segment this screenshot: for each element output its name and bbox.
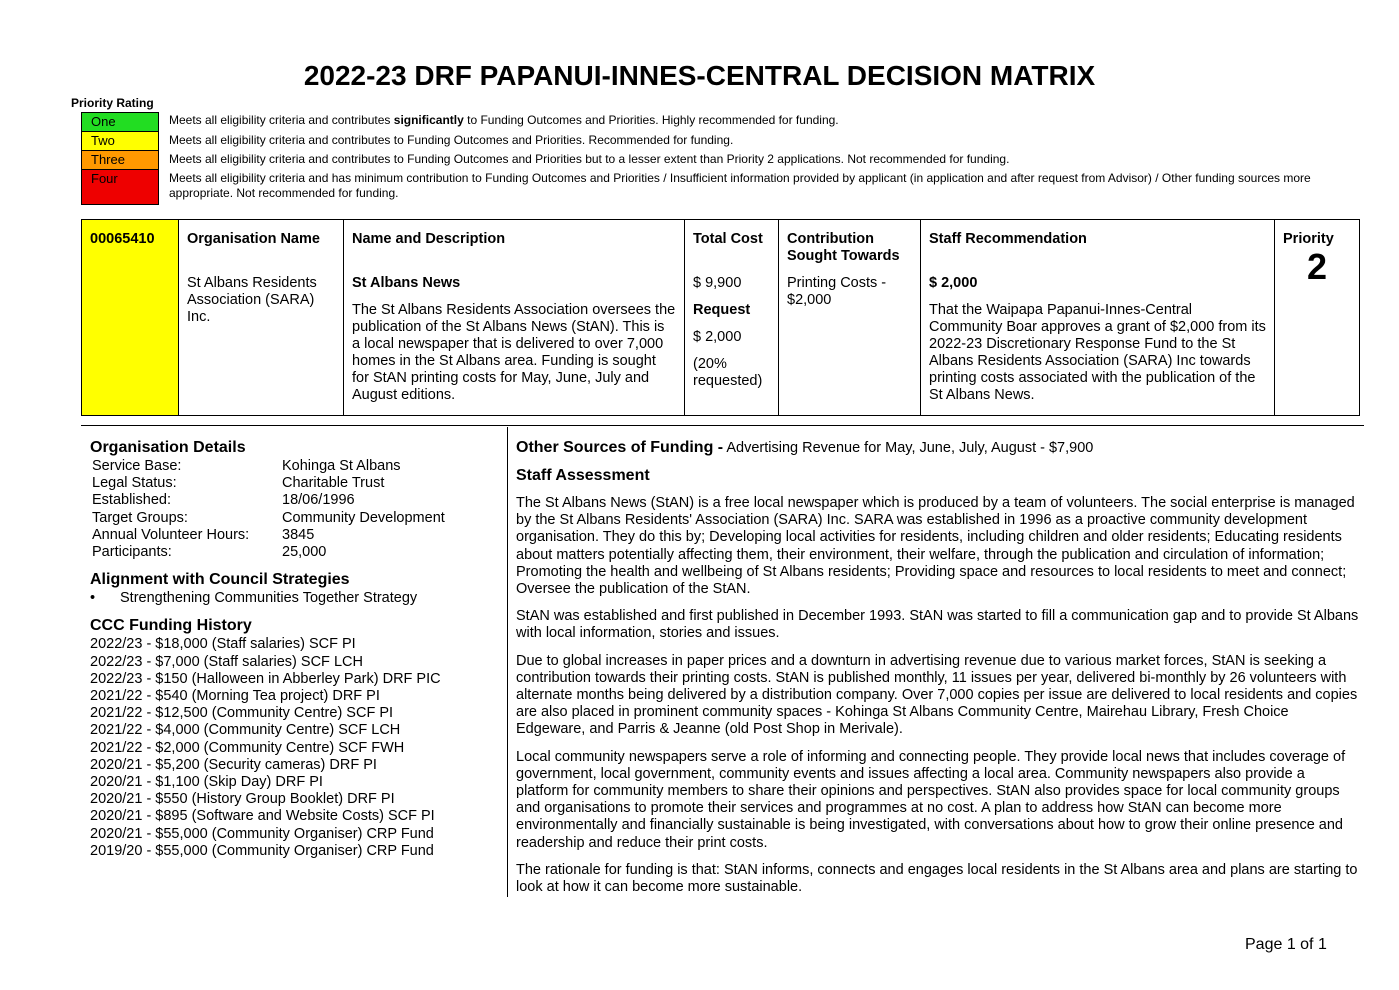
priority-row-one [81, 112, 1321, 132]
detail-label: Service Base: [92, 458, 182, 474]
assessment-paragraph: The St Albans News (StAN) is a free local newspaper which is produced by a team of volunteers. The social enterprise is managed by the St Albans Residents' Association (SARA) Inc. SARA was established in 1996 as a proactive community development organisation. They do this by; Developing local activities for residents, including children and older residents; Educating residents about matters potentially affecting them, their environment, their welfare, through the publication and circulation of information; Promoting the health and wellbeing of St Albans residents; Providing space and resources to local residents to meet and connect; Oversee the publication of the StAN. [516, 495, 1355, 598]
list-item: 2022/23 - $150 (Halloween in Abberley Park) DRF PIC [90, 670, 441, 687]
priority-text-three: Meets all eligibility criteria and contributes to Funding Outcomes and Priorities but to a lesser extent than Priority 2 applications. Not recommended for funding. [169, 152, 1010, 166]
list-item: 2021/22 - $4,000 (Community Centre) SCF LCH [90, 722, 401, 739]
list-item: 2020/21 - $895 (Software and Website Costs) SCF PI [90, 808, 435, 825]
section-divider-horizontal [81, 425, 1364, 426]
other-funding-heading: Other Sources of Funding - [516, 439, 724, 456]
alignment-item: • Strengthening Communities Together Strategy [90, 590, 500, 607]
assessment-paragraph: Local community newspapers serve a role of informing and connecting people. They provide local news that includes coverage of government, local government, community events and issues affecting a local area. Community newspapers also provide a platform for community members to share their opinions and perspectives. StAN also provides space for local community groups and organisations to promote their services and programmes at no cost. A plan to address how StAN can become more environmentally and financially sustainable is being investigated, with conversations about how to grow their online presence and readership and reduce their print costs. [516, 748, 1346, 851]
right-column [516, 438, 1361, 906]
organisation-name: St Albans Residents Association (SARA) Inc. [187, 275, 317, 325]
staff-recommendation-header: Staff Recommendation [929, 231, 1087, 247]
priority-swatch-two: Two [81, 132, 159, 151]
detail-value: Community Development [282, 509, 445, 526]
contribution-header: Contribution Sought Towards [787, 231, 900, 264]
assessment-paragraph: The rationale for funding is that: StAN informs, connects and engages local residents in the St Albans area and plans are starting to look at how it can become more sustainable. [516, 861, 1358, 896]
detail-label: Annual Volunteer Hours: [92, 526, 250, 543]
staff-assessment-heading: Staff Assessment [516, 467, 650, 484]
staff-recommendation-cell [921, 220, 1275, 415]
funding-history-list [90, 636, 500, 860]
list-item: 2021/22 - $12,500 (Community Centre) SCF PI [90, 705, 394, 722]
detail-label: Legal Status: [92, 475, 177, 492]
list-item: 2020/21 - $55,000 (Community Organiser) CRP Fund [90, 825, 434, 842]
priority-swatch-one: One [81, 112, 159, 132]
contribution-cell [779, 220, 921, 415]
detail-label: Established: [92, 492, 171, 509]
detail-label: Participants: [92, 544, 172, 561]
decision-matrix [81, 219, 1360, 416]
organisation-details-heading: Organisation Details [90, 439, 246, 456]
project-name: St Albans News [352, 275, 461, 291]
detail-value: 18/06/1996 [282, 492, 355, 509]
list-item: 2020/21 - $1,100 (Skip Day) DRF PI [90, 774, 323, 791]
list-item: 2022/23 - $18,000 (Staff salaries) SCF PI [90, 636, 356, 653]
page-title: 2022-23 DRF PAPANUI-INNES-CENTRAL DECISION MATRIX [303, 60, 1096, 91]
application-id-cell [82, 220, 179, 415]
description-header: Name and Description [352, 231, 506, 247]
funding-history-heading: CCC Funding History [90, 617, 252, 635]
priority-text-four: Meets all eligibility criteria and has minimum contribution to Funding Outcomes and Priorities / Insufficient information provided by applicant (in application and after request from Advisor) / Other funding sources more appropriate. Not recommended for funding. [169, 171, 1311, 200]
list-item: 2021/22 - $2,000 (Community Centre) SCF FWH [90, 739, 405, 756]
priority-swatch-three: Three [81, 151, 159, 170]
organisation-details [90, 458, 500, 561]
staff-recommendation-amount: $ 2,000 [929, 275, 978, 291]
other-funding-text: Advertising Revenue for May, June, July, August - $7,900 [726, 440, 1094, 456]
cost-header: Total Cost [693, 231, 763, 247]
detail-value: Kohinga St Albans [282, 458, 401, 474]
request-percentage: (20% requested) [693, 356, 763, 389]
section-divider-vertical [507, 427, 508, 897]
assessment-paragraph: StAN was established and first published in December 1993. StAN was started to fill a communication gap and to provide St Albans with local information, stories and issues. [516, 608, 1359, 642]
left-column [90, 438, 500, 860]
list-item: 2020/21 - $5,200 (Security cameras) DRF PI [90, 756, 377, 773]
priority-text-one: Meets all eligibility criteria and contributes significantly to Funding Outcomes and Priorities. Highly recommended for funding. [169, 113, 839, 127]
list-item: 2022/23 - $7,000 (Staff salaries) SCF LCH [90, 653, 363, 670]
request-amount: $ 2,000 [693, 329, 742, 345]
application-id: 00065410 [90, 231, 155, 247]
priority-row-three [81, 151, 1321, 170]
cost-cell [685, 220, 779, 415]
total-cost: $ 9,900 [693, 275, 742, 291]
contribution-value: Printing Costs - $2,000 [787, 275, 887, 308]
list-item: 2019/20 - $55,000 (Community Organiser) CRP Fund [90, 842, 434, 859]
detail-value: 3845 [282, 526, 315, 543]
other-funding [516, 438, 1361, 458]
priority-row-two [81, 132, 1321, 151]
staff-recommendation-text: That the Waipapa Papanui-Innes-Central Community Boar approves a grant of $2,000 from its 2022-23 Discretionary Response Fund to the St Albans Residents Association (SARA) Inc towards printing costs associated with the publication of the St Albans News. [929, 302, 1266, 403]
detail-label: Target Groups: [92, 509, 188, 526]
priority-text-two: Meets all eligibility criteria and contributes to Funding Outcomes and Priorities. Recommended for funding. [169, 133, 734, 147]
priority-value: 2 [1306, 246, 1328, 287]
alignment-heading: Alignment with Council Strategies [90, 571, 350, 589]
organisation-header: Organisation Name [187, 231, 320, 247]
assessment-paragraph: Due to global increases in paper prices and a downturn in advertising revenue due to various market forces, StAN is seeking a contribution towards their printing costs. StAN is published monthly, 11 issues per year, delivered bi-monthly by 26 volunteers with alternate months being delivered by a distribution company. Over 7,000 copies per issue are delivered to local residents and copies are also placed in prominent community spaces - Kohinga St Albans Community Centre, Mairehau Library, Fresh Choice Edgeware, and Parris & Jeanne (old Post Shop in Merivale). [516, 652, 1358, 738]
page-number: Page 1 of 1 [1245, 936, 1327, 953]
description-cell [344, 220, 685, 415]
priority-row-four [81, 170, 1321, 205]
priority-swatch-four: Four [81, 170, 159, 205]
detail-value: Charitable Trust [282, 475, 385, 492]
list-item: 2020/21 - $550 (History Group Booklet) DRF PI [90, 791, 395, 808]
detail-value: 25,000 [282, 544, 327, 561]
list-item: 2021/22 - $540 (Morning Tea project) DRF PI [90, 688, 380, 705]
priority-rating-heading: Priority Rating [71, 96, 154, 110]
request-label: Request [693, 302, 751, 318]
project-description: The St Albans Residents Association oversees the publication of the St Albans News (StAN). This is a local newspaper that is delivered to over 7,000 homes in the St Albans area. Funding is sought for StAN printing costs for May, June, July and August editions. [352, 302, 676, 403]
organisation-cell [179, 220, 344, 415]
priority-cell [1275, 220, 1359, 415]
priority-header: Priority [1283, 231, 1334, 247]
